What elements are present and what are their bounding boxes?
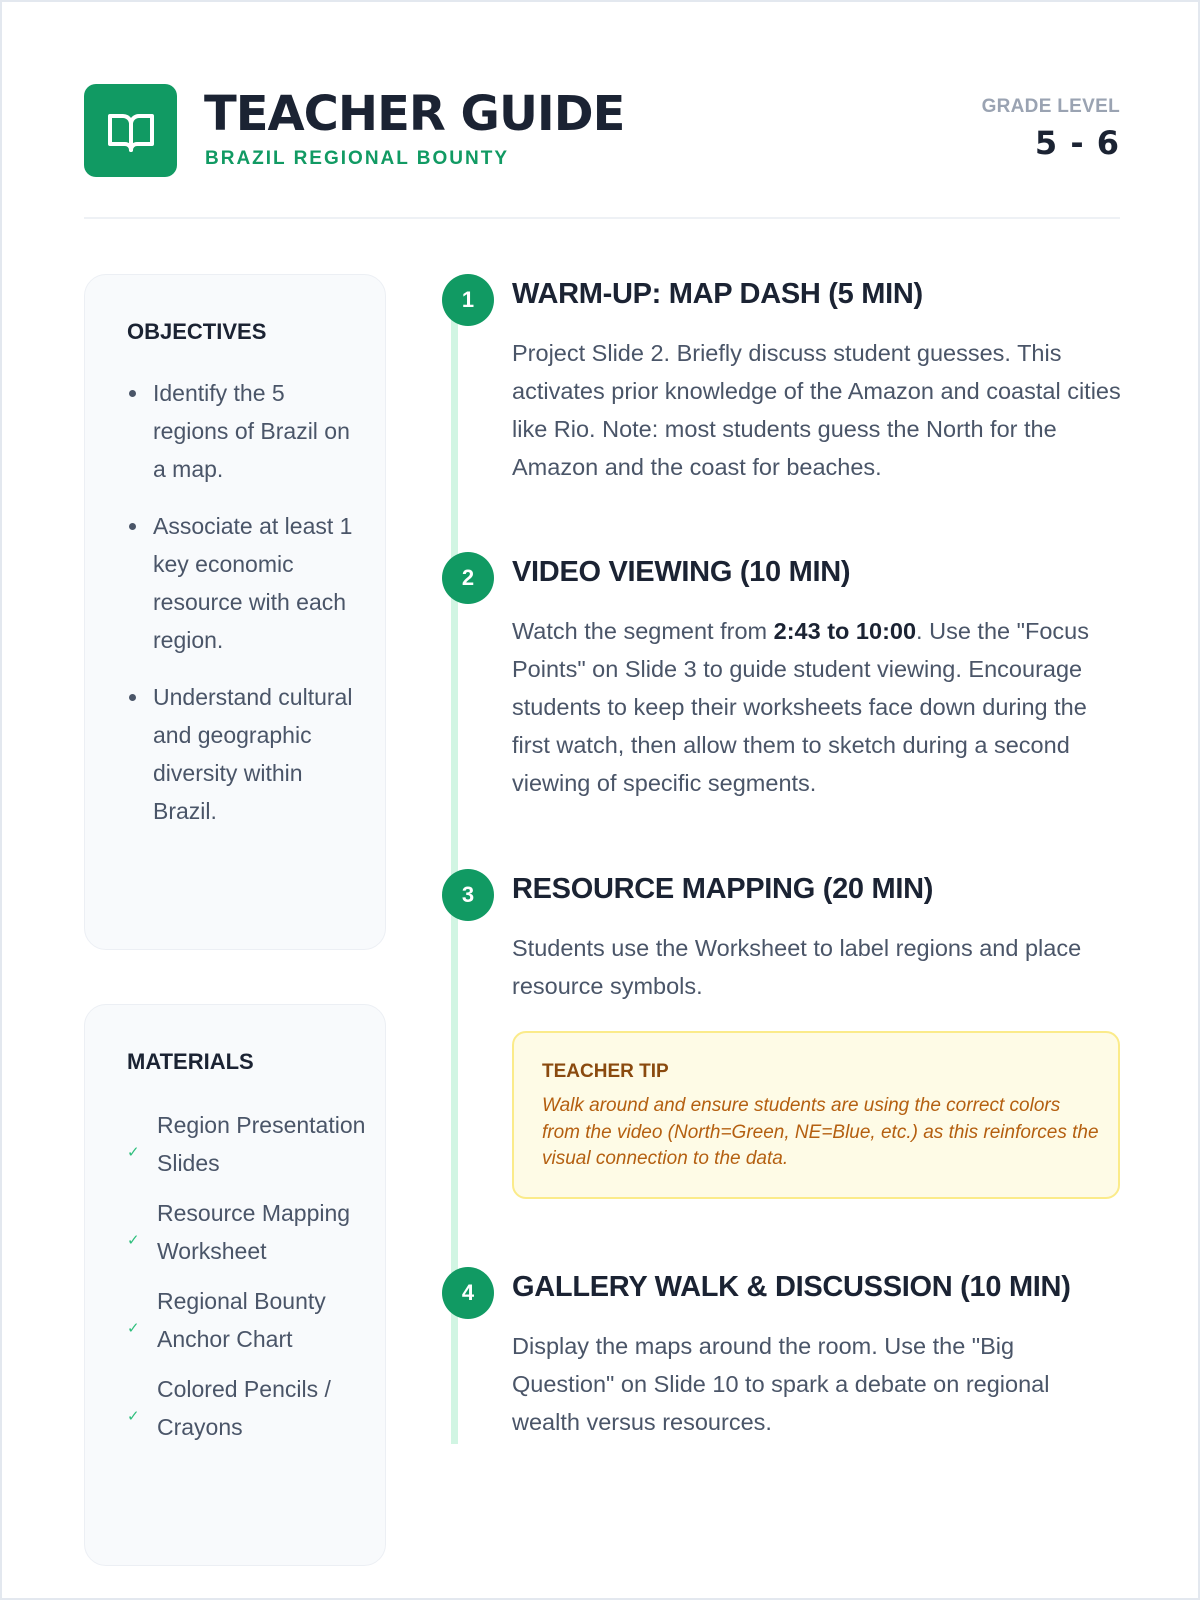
step-title: VIDEO VIEWING (10 MIN) — [512, 556, 851, 588]
step-description: Project Slide 2. Briefly discuss student guesses. This activates prior knowledge of the Amazon and coastal cities like Rio. Note: most students guess the North for the Amazon and the coast for beaches. — [512, 340, 1121, 480]
material-item — [127, 1282, 367, 1358]
step-text-part: Watch the segment from — [512, 618, 774, 644]
material-text: Region Presentation Slides — [157, 1112, 366, 1176]
checkmark-icon: ✓ — [127, 1232, 140, 1249]
page-subtitle: BRAZIL REGIONAL BOUNTY — [205, 148, 510, 169]
page-title: TEACHER GUIDE — [204, 86, 625, 142]
materials-list — [127, 1106, 367, 1458]
bullet-icon — [129, 523, 136, 530]
objective-text: Understand cultural and geographic diversity within Brazil. — [153, 684, 353, 824]
step-text-part: . Use the "Focus Points" on Slide 3 to guide student viewing. Encourage students to keep their worksheets face down during the first watch, then allow them to sketch during a second viewing of specific segments. — [512, 618, 1089, 796]
materials-title: MATERIALS — [127, 1049, 254, 1074]
grade-level-label: GRADE LEVEL — [981, 96, 1120, 117]
step-number-badge: 1 — [442, 274, 494, 326]
teacher-tip-text: Walk around and ensure students are using the correct colors from the video (North=Green, NE=Blue, etc.) as this reinforces the visual connection to the data. — [542, 1095, 1099, 1169]
step-description: Display the maps around the room. Use the "Big Question" on Slide 10 to spark a debate on regional wealth versus resources. — [512, 1333, 1050, 1435]
bullet-icon — [129, 390, 136, 397]
step-title: RESOURCE MAPPING (20 MIN) — [512, 873, 934, 905]
objective-text: Identify the 5 regions of Brazil on a map. — [153, 380, 350, 482]
checkmark-icon: ✓ — [127, 1408, 140, 1425]
header — [84, 84, 1120, 178]
material-item — [127, 1370, 367, 1446]
video-timestamp: 2:43 to 10:00 — [773, 618, 917, 644]
materials-card — [84, 1004, 386, 1566]
checkmark-icon: ✓ — [127, 1144, 140, 1161]
teacher-tip-callout — [512, 1031, 1120, 1199]
book-open-icon — [84, 84, 177, 177]
checkmark-icon: ✓ — [127, 1320, 140, 1337]
bullet-icon — [129, 694, 136, 701]
step-number-badge: 3 — [442, 869, 494, 921]
material-text: Resource Mapping Worksheet — [157, 1200, 351, 1264]
material-text: Colored Pencils / Crayons — [157, 1376, 331, 1440]
objective-text: Associate at least 1 key economic resource with each region. — [153, 513, 353, 653]
objectives-list — [127, 374, 357, 849]
material-item — [127, 1194, 367, 1270]
objectives-title: OBJECTIVES — [127, 319, 267, 344]
header-divider — [84, 217, 1120, 219]
objective-item — [127, 507, 357, 659]
step-number-badge: 2 — [442, 552, 494, 604]
step-title: WARM-UP: MAP DASH (5 MIN) — [512, 278, 923, 310]
grade-level-value: 5 - 6 — [1034, 124, 1120, 162]
objectives-card — [84, 274, 386, 950]
objective-item — [127, 678, 357, 830]
step-description — [512, 612, 1122, 802]
step-number-badge: 4 — [442, 1267, 494, 1319]
step-description: Students use the Worksheet to label regions and place resource symbols. — [512, 935, 1082, 999]
material-item — [127, 1106, 367, 1182]
objective-item — [127, 374, 357, 488]
step-title: GALLERY WALK & DISCUSSION (10 MIN) — [512, 1271, 1071, 1303]
teacher-tip-title: TEACHER TIP — [542, 1061, 669, 1082]
material-text: Regional Bounty Anchor Chart — [157, 1288, 326, 1352]
